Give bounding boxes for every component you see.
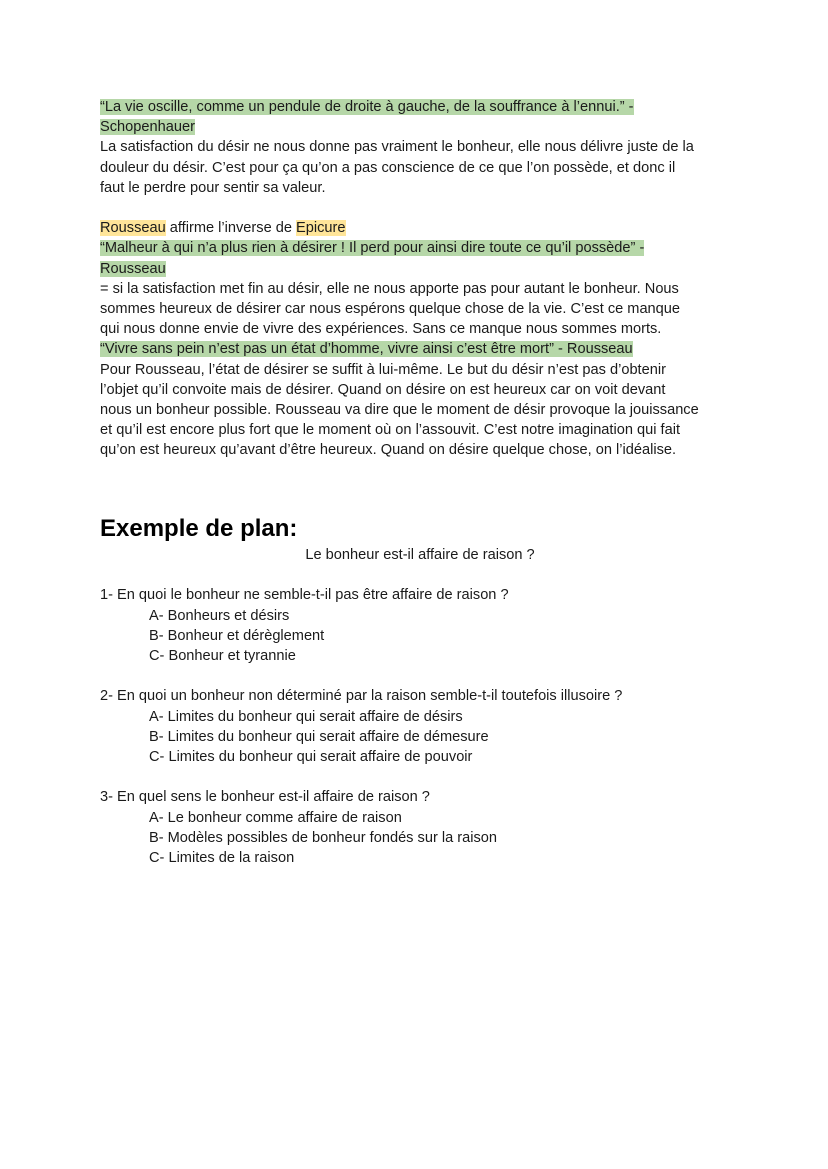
plan-subitem: B- Limites du bonheur qui serait affaire de démesure bbox=[149, 728, 489, 745]
plan-part-title: 2- En quoi un bonheur non déterminé par la raison semble-t-il toutefois illusoire ? bbox=[100, 688, 623, 705]
paragraph-line: qui nous donne envie de vivre des expériences. Sans ce manque nous sommes morts. bbox=[100, 321, 662, 338]
paragraph-line: et qu’il est encore plus fort que le moment où on l’assouvit. C’est notre imagination qui fait bbox=[100, 422, 681, 439]
paragraph-line: La satisfaction du désir ne nous donne pas vraiment le bonheur, elle nous délivre juste de la bbox=[100, 139, 694, 156]
plan-heading: Exemple de plan: bbox=[100, 515, 298, 542]
plan-part-title: 1- En quoi le bonheur ne semble-t-il pas être affaire de raison ? bbox=[100, 587, 509, 604]
document-body bbox=[100, 97, 740, 461]
schopenhauer-quote-author: Schopenhauer bbox=[100, 119, 195, 136]
rousseau-highlight: Rousseau bbox=[100, 220, 166, 237]
plan-subitem: A- Limites du bonheur qui serait affaire de désirs bbox=[149, 708, 463, 725]
paragraph-line: sommes heureux de désirer car nous espérons quelque chose de la vie. C’est ce manque bbox=[100, 301, 681, 318]
plan-subitem: C- Limites de la raison bbox=[149, 850, 295, 866]
plan-section bbox=[100, 545, 740, 868]
paragraph-line: = si la satisfaction met fin au désir, elle ne nous apporte pas pour autant le bonheur. Nous bbox=[100, 280, 679, 297]
plan-subitem: A- Le bonheur comme affaire de raison bbox=[149, 809, 402, 826]
rousseau-quote: “Malheur à qui n’a plus rien à désirer ! Il perd pour ainsi dire toute ce qu’il possède” - bbox=[100, 240, 645, 257]
plan-subitem: B- Bonheur et dérèglement bbox=[149, 627, 325, 644]
paragraph-line: nous un bonheur possible. Rousseau va dire que le moment de désir provoque la jouissance bbox=[100, 402, 699, 419]
rousseau-quote-author: Rousseau bbox=[100, 260, 166, 277]
paragraph-line: faut le perdre pour sentir sa valeur. bbox=[100, 179, 326, 196]
plan-subitem: B- Modèles possibles de bonheur fondés sur la raison bbox=[149, 829, 498, 846]
paragraph-line: Pour Rousseau, l’état de désirer se suffit à lui-même. Le but du désir n’est pas d’obtenir bbox=[100, 361, 666, 378]
rousseau-epicure-line bbox=[100, 218, 740, 238]
paragraph-line: l’objet qu’il convoite mais de désirer. Quand on désire on est heureux car on voit devant bbox=[100, 381, 666, 398]
affirme-text: affirme l’inverse de bbox=[165, 220, 297, 237]
plan-part-title: 3- En quel sens le bonheur est-il affaire de raison ? bbox=[100, 789, 430, 806]
paragraph-line: qu’on est heureux qu’avant d’être heureux. Quand on désire quelque chose, on l’idéalise. bbox=[100, 442, 677, 459]
schopenhauer-quote: “La vie oscille, comme un pendule de droite à gauche, de la souffrance à l’ennui.” - bbox=[100, 99, 634, 115]
paragraph-line: douleur du désir. C’est pour ça qu’on a pas conscience de ce que l’on possède, et donc il bbox=[100, 159, 676, 176]
plan-subject: Le bonheur est-il affaire de raison ? bbox=[305, 547, 535, 563]
rousseau-quote-2: “Vivre sans pein n’est pas un état d’homme, vivre ainsi c’est être mort” - Rousseau bbox=[100, 341, 633, 358]
epicure-highlight: Epicure bbox=[296, 220, 346, 237]
plan-subitem: C- Limites du bonheur qui serait affaire de pouvoir bbox=[149, 749, 473, 765]
plan-subitem: C- Bonheur et tyrannie bbox=[149, 648, 296, 664]
plan-subitem: A- Bonheurs et désirs bbox=[149, 607, 290, 624]
